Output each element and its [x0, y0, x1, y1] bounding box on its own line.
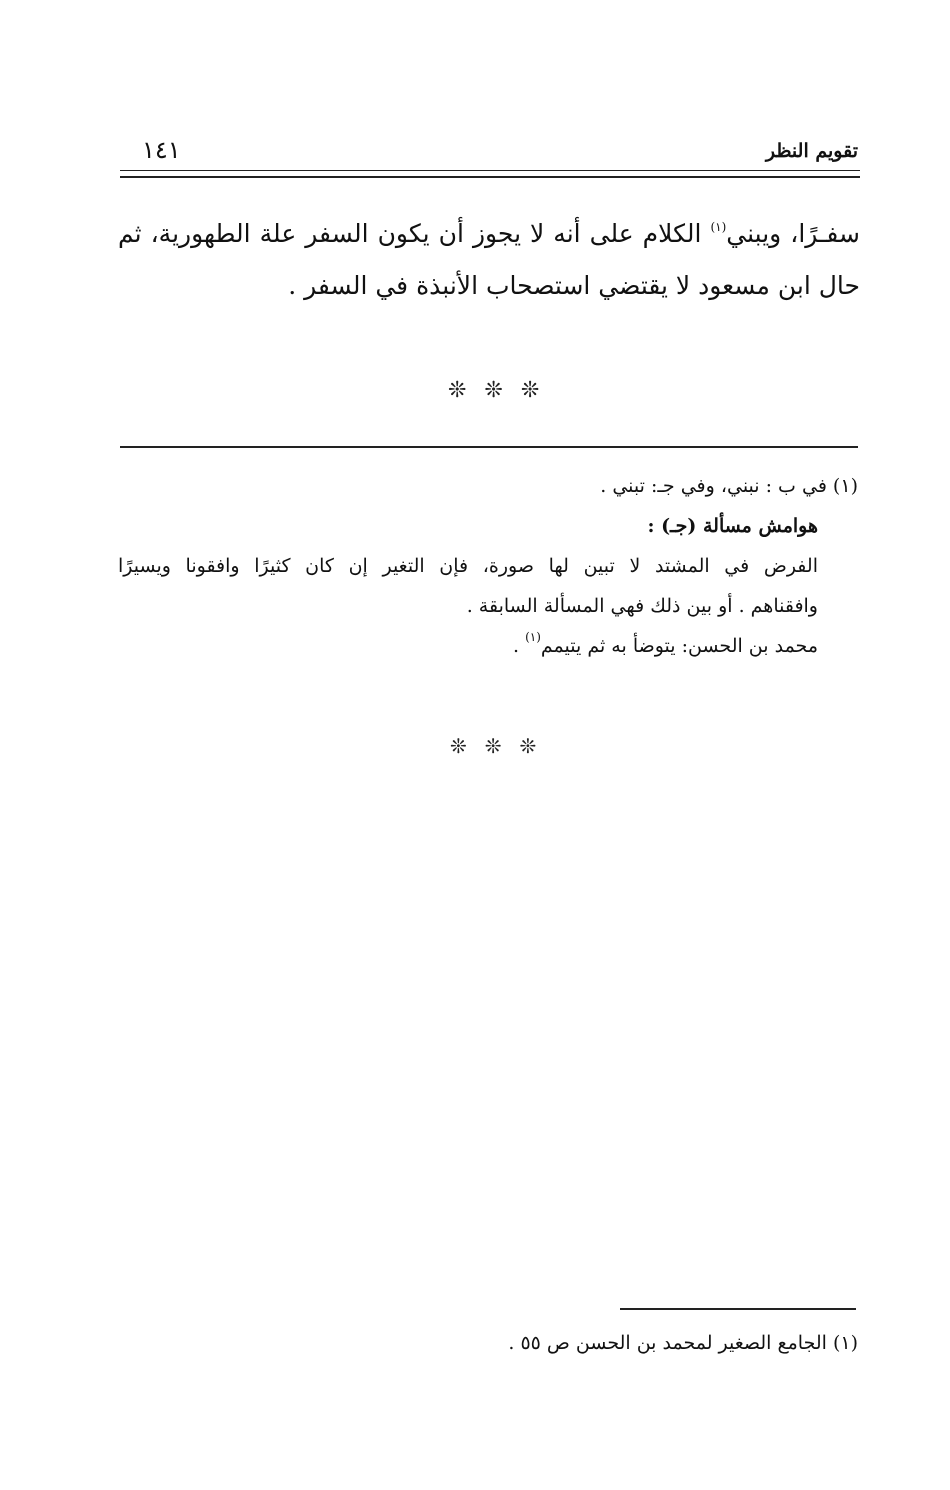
notes-line-3-end: . [512, 635, 526, 657]
main-text [118, 208, 860, 312]
footnote-marker: (١) [525, 630, 541, 644]
header-rule-thick [120, 176, 860, 178]
notes-block [118, 466, 858, 666]
main-text-line-2: حال ابن مسعود لا يقتضي استصحاب الأنبذة في السفر . [288, 271, 860, 300]
notes-line-1: الفرض في المشتد لا تبين لها صورة، فإن التغير إن كان كثيرًا وافقونا ويسيرًا [118, 555, 818, 577]
footnote-marker: (١) [710, 220, 727, 234]
main-text-line-1-end: الكلام على أنه لا يجوز أن يكون السفر علة الطهورية، ثم [118, 219, 711, 248]
footnote-rule [120, 446, 858, 448]
notes-heading: هوامش مسألة (جـ) : [647, 515, 818, 537]
bottom-footnote: (١) الجامع الصغير لمحمد بن الحسن ص ٥٥ . [508, 1332, 858, 1354]
section-separator-stars: ❊❊❊ [450, 734, 555, 758]
header-rule-thin [120, 170, 860, 171]
main-text-line-1 [118, 208, 860, 260]
page-number: ١٤١ [142, 136, 181, 164]
running-title: تقويم النظر [765, 140, 858, 162]
notes-line-2: وافقناهم . أو بين ذلك فهي المسألة السابقة . [466, 595, 818, 617]
section-separator-stars: ❊❊❊ [448, 378, 558, 403]
main-text-line-1-start: سفـرًا، ويبني [726, 219, 860, 248]
notes-line-3 [118, 626, 858, 666]
notes-line-3-text: محمد بن الحسن: يتوضأ به ثم يتيمم [540, 635, 818, 657]
bottom-footnote-rule [620, 1308, 856, 1310]
footnote-1: (١) في ب : نبني، وفي جـ: تبني . [600, 475, 858, 497]
